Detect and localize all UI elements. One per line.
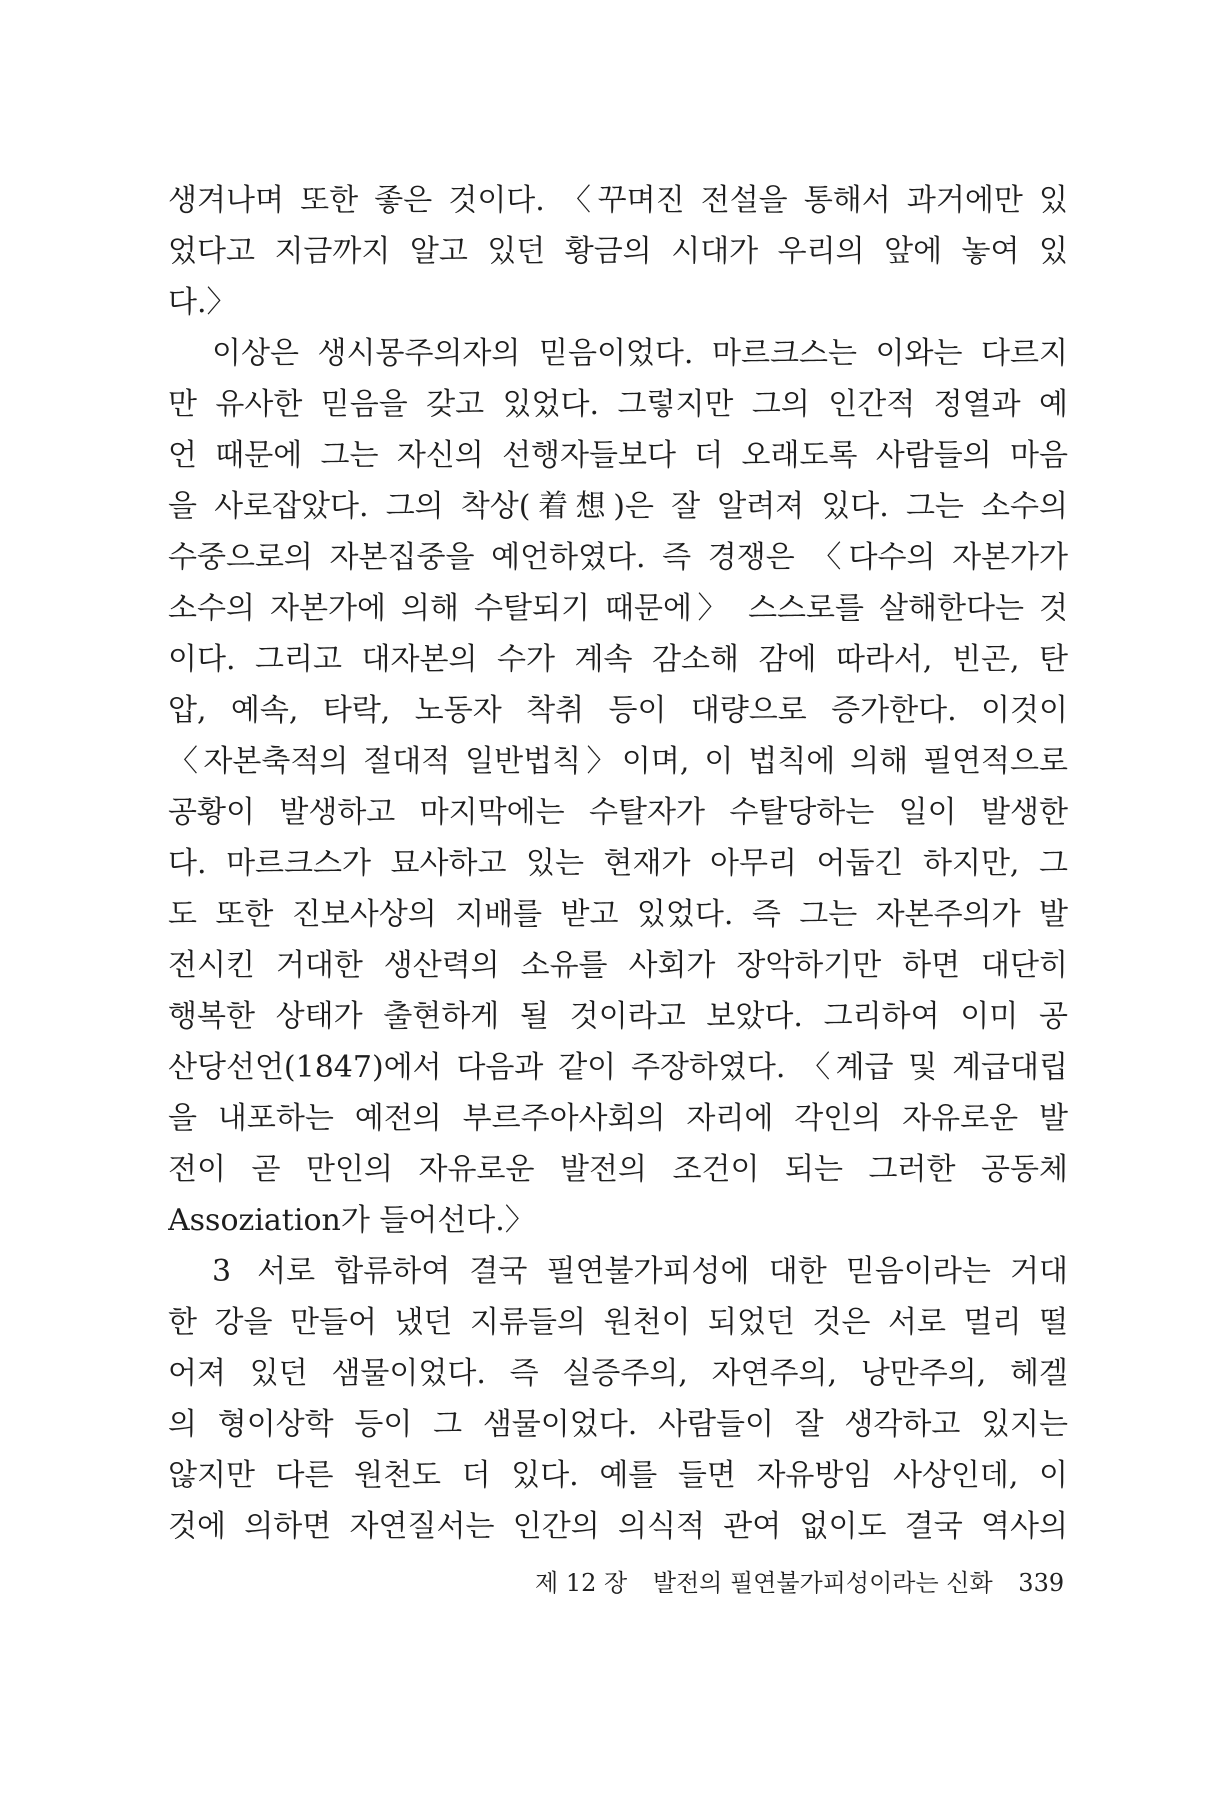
text-line: 이다. 그리고 대자본의 수가 계속 감소해 감에 따라서, 빈곤, 탄 (168, 642, 1068, 677)
text-line: 전시킨 거대한 생산력의 소유를 사회가 장악하기만 하면 대단히 (168, 948, 1068, 983)
page-number: 339 (1018, 1569, 1065, 1597)
text-line: 다. 마르크스가 묘사하고 있는 현재가 아무리 어둡긴 하지만, 그 (168, 846, 1068, 881)
text-line: 소수의 자본가에 의해 수탈되기 때문에〉 스스로를 살해한다는 것 (168, 591, 1068, 626)
text-line: 어져 있던 샘물이었다. 즉 실증주의, 자연주의, 낭만주의, 헤겔 (168, 1356, 1068, 1391)
text-line: 〈자본축적의 절대적 일반법칙〉이며, 이 법칙에 의해 필연적으로 (168, 744, 1068, 779)
text-line: 이상은 생시몽주의자의 믿음이었다. 마르크스는 이와는 다르지 (212, 336, 1068, 371)
text-line: 전이 곧 만인의 자유로운 발전의 조건이 되는 그러한 공동체 (168, 1152, 1068, 1187)
page-footer (535, 1563, 1064, 1598)
body-text (168, 175, 1068, 1552)
text-line: 산당선언(1847)에서 다음과 같이 주장하였다. 〈계급 및 계급대립 (168, 1050, 1068, 1085)
text-line: 생겨나며 또한 좋은 것이다. 〈꾸며진 전설을 통해서 과거에만 있 (168, 183, 1068, 218)
text-line: 행복한 상태가 출현하게 될 것이라고 보았다. 그리하여 이미 공 (168, 999, 1068, 1034)
text-line: 의 형이상학 등이 그 샘물이었다. 사람들이 잘 생각하고 있지는 (168, 1407, 1068, 1442)
section-number: 3 (212, 1254, 232, 1289)
text-line: 압, 예속, 타락, 노동자 착취 등이 대량으로 증가한다. 이것이 (168, 693, 1068, 728)
text-line: 서로 합류하여 결국 필연불가피성에 대한 믿음이라는 거대 (257, 1254, 1068, 1289)
text-line: 도 또한 진보사상의 지배를 받고 있었다. 즉 그는 자본주의가 발 (168, 897, 1068, 932)
text-line: 수중으로의 자본집중을 예언하였다. 즉 경쟁은 〈다수의 자본가가 (168, 540, 1068, 575)
text-line: 않지만 다른 원천도 더 있다. 예를 들면 자유방임 사상인데, 이 (168, 1458, 1068, 1493)
text-line: 것에 의하면 자연질서는 인간의 의식적 관여 없이도 결국 역사의 (168, 1509, 1068, 1544)
section-line (168, 1246, 1068, 1297)
text-line: 다.〉 (168, 285, 237, 320)
text-line: 한 강을 만들어 냈던 지류들의 원천이 되었던 것은 서로 멀리 떨 (168, 1305, 1068, 1340)
text-line: 언 때문에 그는 자신의 선행자들보다 더 오래도록 사람들의 마음 (168, 438, 1068, 473)
text-line: Assoziation가 들어선다.〉 (168, 1203, 535, 1238)
text-line: 만 유사한 믿음을 갖고 있었다. 그렇지만 그의 인간적 정열과 예 (168, 387, 1068, 422)
text-line: 었다고 지금까지 알고 있던 황금의 시대가 우리의 앞에 놓여 있 (168, 234, 1068, 269)
text-line: 을 내포하는 예전의 부르주아사회의 자리에 각인의 자유로운 발 (168, 1101, 1068, 1136)
chapter-title: 발전의 필연불가피성이라는 신화 (652, 1569, 993, 1597)
text-line: 공황이 발생하고 마지막에는 수탈자가 수탈당하는 일이 발생한 (168, 795, 1068, 830)
text-line: 을 사로잡았다. 그의 착상(着想)은 잘 알려져 있다. 그는 소수의 (168, 489, 1068, 524)
chapter-label: 제 12 장 (535, 1569, 628, 1597)
